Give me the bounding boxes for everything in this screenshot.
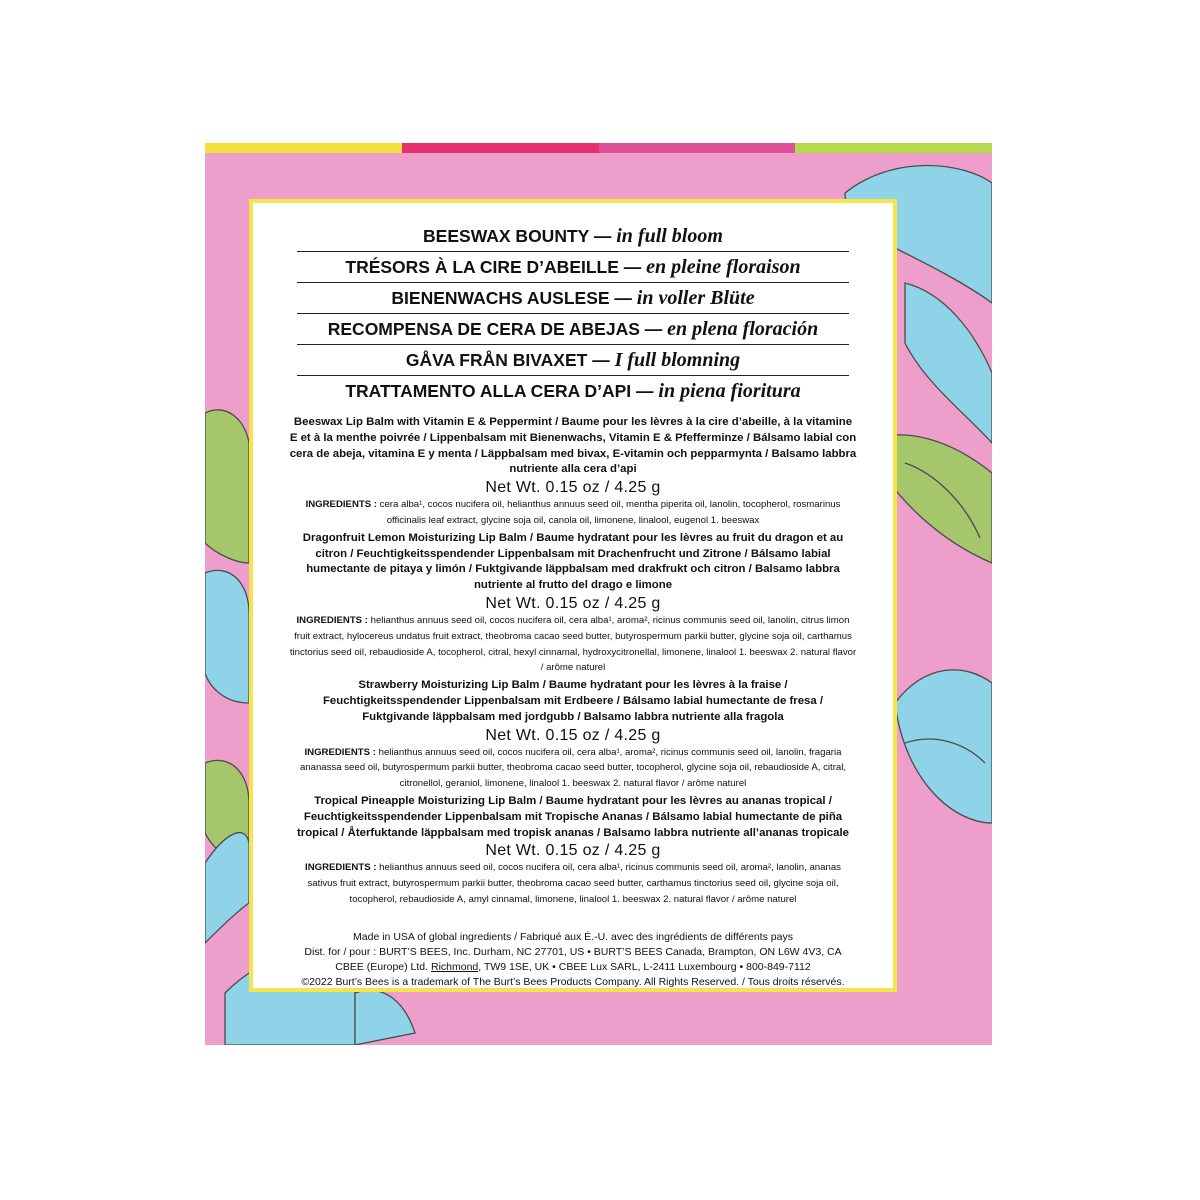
flower-left-middle (205, 410, 249, 863)
product-block (289, 678, 857, 792)
title-sub: en plena floración (667, 318, 819, 340)
ingredients (289, 497, 857, 529)
ingredients-label: INGREDIENTS : (304, 746, 376, 758)
product-description: Strawberry Moisturizing Lip Balm / Baume hydratant pour les lèvres à la fraise / Feuchtigkeitsspendender Lippenbalsam mit Erdbeere / Bálsamo labial humectante de fresa / Fuktgivande läppbalsam med jordgubb / Balsamo labbra nutriente alla fragola (322, 679, 824, 723)
title-main: BIENENWACHS AUSLESE (391, 288, 610, 308)
net-weight: Net Wt. 0.15 oz / 4.25 g (485, 726, 661, 744)
title-row-it (297, 376, 849, 407)
europe-address-city: Richmond (430, 961, 479, 974)
origin-line: Made in USA of global ingredients / Fabriqué aux É.-U. avec des ingrédients de différents pays (353, 930, 793, 943)
product-details (289, 415, 857, 991)
title-main: TRÉSORS À LA CIRE D’ABEILLE (345, 257, 619, 277)
product-block (289, 415, 857, 529)
title-sep: — (631, 381, 659, 401)
title-sep: — (618, 257, 647, 277)
ingredients (289, 613, 857, 676)
title-row-de (297, 283, 849, 314)
title-sub: in piena fioritura (658, 380, 801, 402)
title-sep: — (589, 226, 617, 246)
europe-address-b: , TW9 1SE, UK • CBEE Lux SARL, L-2411 Luxembourg • 800-849-7112 (478, 961, 811, 974)
ingredients (289, 745, 857, 792)
title-sub: in full bloom (616, 225, 723, 247)
ingredients-label: INGREDIENTS : (296, 614, 368, 626)
title-row-en (297, 221, 849, 252)
distributor-line: Dist. for / pour : BURT’S BEES, Inc. Durham, NC 27701, US • BURT’S BEES Canada, Brampton, ON L6W 4V3, CA (304, 945, 842, 958)
ingredients-text: helianthus annuus seed oil, cocos nucifera oil, cera alba¹, aroma², ricinus communis seed oil, lanolin, fragaria ananassa seed oil, butyrospermum parkii butter, theobroma cacao seed butter, tocopherol, glycine soja oil, rebaudioside A, citral, citronellol, geraniol, limonene, linalool 1. beeswax 2. natural flavor / arôme naturel (299, 746, 847, 790)
ingredients-text: cera alba¹, cocos nucifera oil, helianthus annuus seed oil, mentha piperita oil, lanolin, tocopherol, rosmarinus officinalis leaf extract, glycine soja oil, canola oil, limonene, linalool, eugenol 1. beeswax (377, 499, 841, 526)
product-description: Tropical Pineapple Moisturizing Lip Balm / Baume hydratant pour les lèvres au ananas tropical / Feuchtigkeitsspendender Lippenbalsam mit Tropische Ananas / Bálsamo labial humectante de piña tropical / Återfuktande läppbalsam med tropisk ananas / Balsamo labbra nutriente all’ananas tropicale (297, 794, 849, 839)
product-description: Dragonfruit Lemon Moisturizing Lip Balm / Baume hydratant pour les lèvres au fruit du dragon et au citron / Feuchtigkeitsspendender Lippenbalsam mit Drachenfrucht und Zitrone / Bálsamo labial humectante de pitaya y limón / Fuktgivande läppbalsam med drakfrukt och citron / Balsamo labbra nutriente al frutto del drago e limone (302, 531, 844, 592)
title-sep: — (639, 319, 668, 339)
ingredients-text: helianthus annuus seed oil, cocos nucifera oil, cera alba¹, ricinus communis seed oil, aroma², lanolin, ananas sativus fruit extract, butyrospermum parkii butter, theobroma cacao seed butter, carthamus tinctorius seed oil, glycine soja oil, tocopherol, rebaudioside A, amyl cinnamal, limonene, linalool 1. beeswax 2. natural flavor / arôme naturel (307, 862, 841, 905)
net-weight: Net Wt. 0.15 oz / 4.25 g (485, 594, 661, 612)
product-block (289, 794, 857, 908)
title-sep: — (609, 288, 637, 308)
title-sub: in voller Blüte (636, 287, 755, 309)
title-main: TRATTAMENTO ALLA CERA D’API (345, 381, 632, 401)
product-block (289, 531, 857, 676)
title-row-fr (297, 252, 849, 283)
title-row-sv (297, 345, 849, 376)
title-main: RECOMPENSA DE CERA DE ABEJAS (327, 319, 640, 339)
product-description: Beeswax Lip Balm with Vitamin E & Peppermint / Baume pour les lèvres à la cire d’abeille, à la vitamine E et à la menthe poivrée / Lippenbalsam mit Bienenwachs, Vitamin E & Pfefferminze / Bálsamo labial con cera de abeja, vitamina E y menta / Läppbalsam med bivax, E-vitamin och pepparmynta / Balsamo labbra nutriente alla cera d’api (289, 416, 857, 476)
ingredients-label: INGREDIENTS : (305, 862, 377, 874)
title-sep: — (587, 350, 615, 370)
title-main: BEESWAX BOUNTY (423, 226, 589, 246)
europe-address-a: CBEE (Europe) Ltd. (335, 961, 431, 974)
copyright-line: ©2022 Burt’s Bees is a trademark of The Burt’s Bees Products Company. All Rights Reserved. / Tous droits réservés. (301, 976, 845, 989)
title-sub: en pleine floraison (646, 256, 801, 278)
ingredients (289, 860, 857, 907)
manufacturer-footer (289, 930, 857, 991)
label-panel (249, 199, 897, 992)
ingredients-text: helianthus annuus seed oil, cocos nucifera oil, cera alba¹, aroma², ricinus communis seed oil, lanolin, citrus limon fruit extract, hylocereus undatus fruit extract, theobroma cacao seed butter, butyrospermum parkii butter, glycine soja oil, carthamus tinctorius seed oil, rebaudioside A, tocopherol, citral, hexyl cinnamal, hydroxycitronellal, limonene, linalool 1. beeswax 2. natural flavor / arôme naturel (289, 614, 857, 674)
title-row-es (297, 314, 849, 345)
product-title-list (297, 221, 849, 407)
title-sub: I full blomning (614, 349, 741, 371)
net-weight: Net Wt. 0.15 oz / 4.25 g (485, 842, 661, 860)
title-main: GÅVA FRÅN BIVAXET (405, 350, 588, 370)
ingredients-label: INGREDIENTS : (305, 499, 377, 511)
europe-address-line (289, 960, 857, 975)
net-weight: Net Wt. 0.15 oz / 4.25 g (485, 479, 661, 497)
